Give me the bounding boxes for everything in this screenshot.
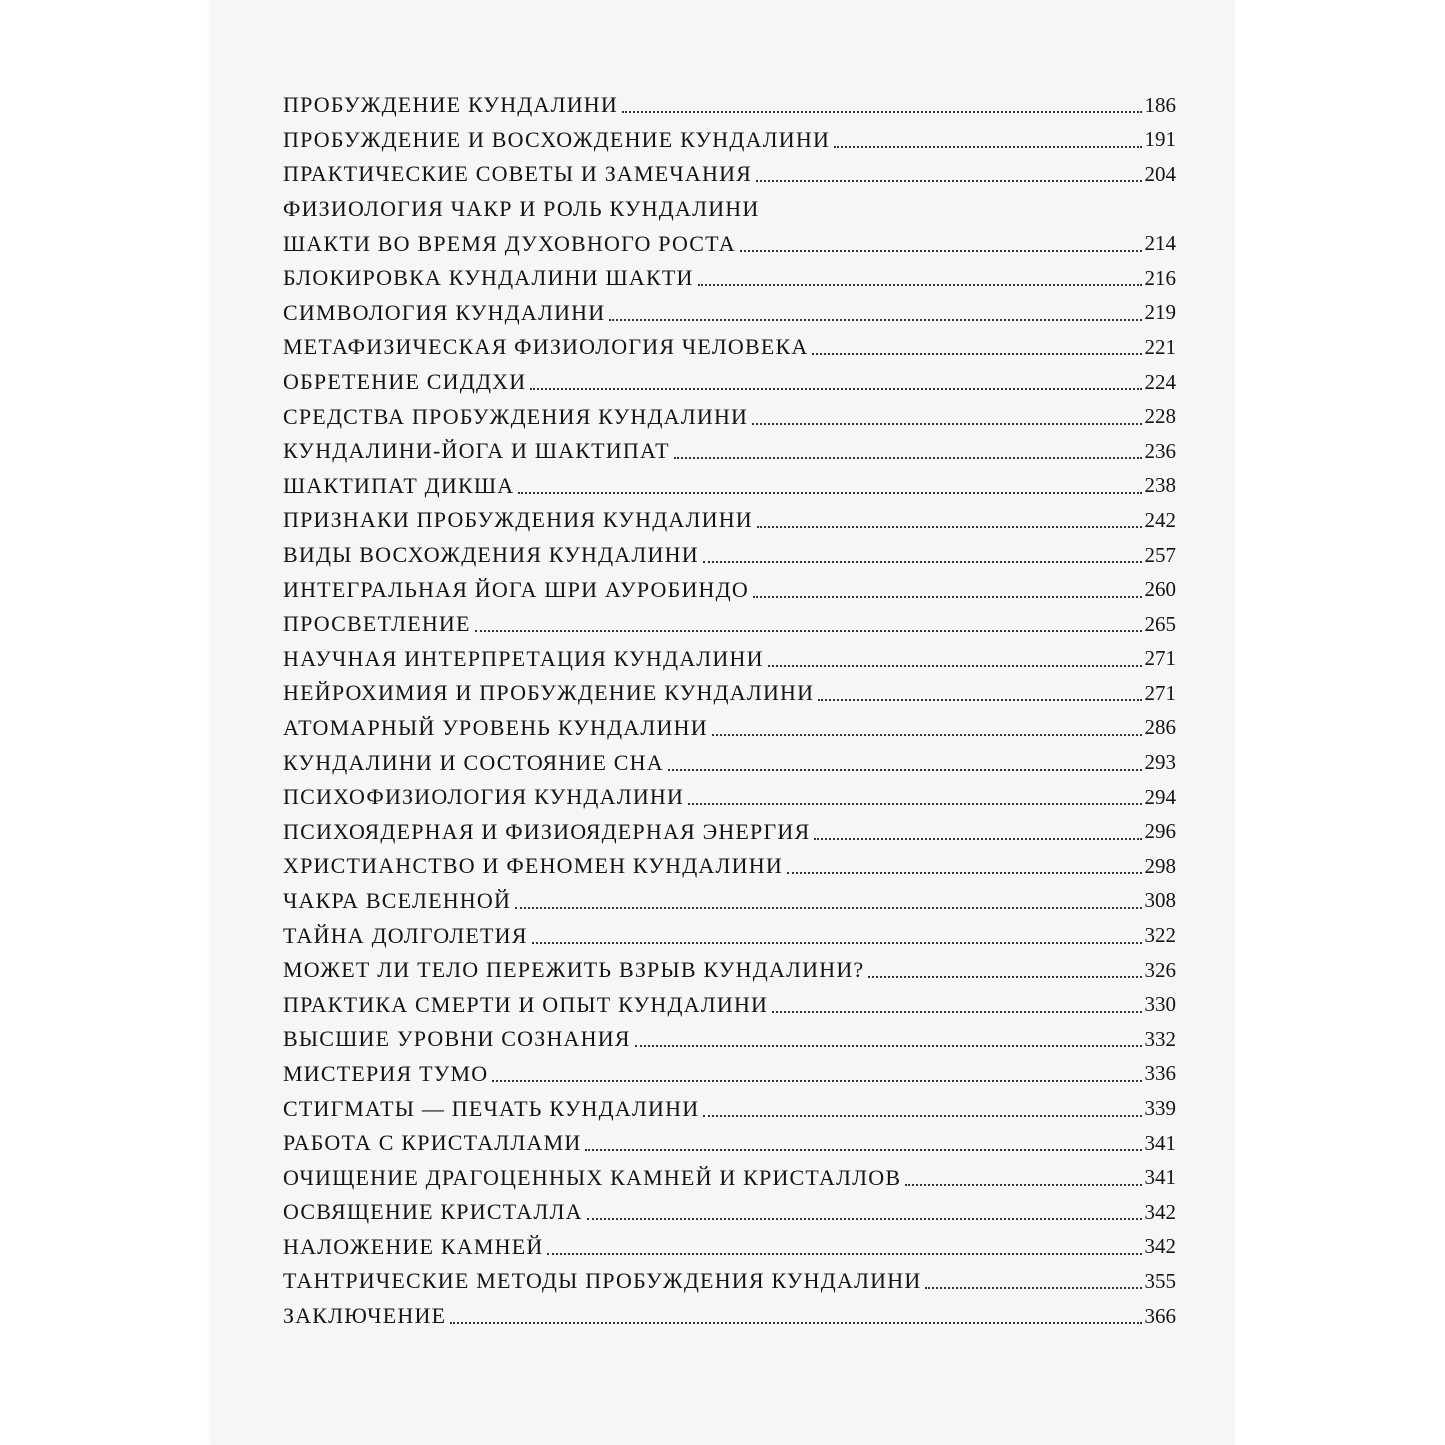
dot-leader (547, 1253, 1141, 1255)
toc-entry-title: ОЧИЩЕНИЕ ДРАГОЦЕННЫХ КАМНЕЙ И КРИСТАЛЛОВ (283, 1164, 902, 1190)
toc-entry-page: 224 (1144, 369, 1176, 394)
toc-entry (283, 192, 1176, 227)
toc-entry-title: ОСВЯЩЕНИЕ КРИСТАЛЛА (283, 1199, 583, 1225)
dot-leader (609, 319, 1141, 321)
dot-leader (768, 665, 1142, 667)
toc-entry-title: ЗАКЛЮЧЕНИЕ (283, 1303, 447, 1329)
dot-leader (703, 1115, 1141, 1117)
toc-entry-page: 228 (1144, 404, 1176, 429)
toc-entry-title: ИНТЕГРАЛЬНАЯ ЙОГА ШРИ АУРОБИНДО (283, 576, 749, 602)
dot-leader (905, 1184, 1141, 1186)
toc-entry-title: ПРИЗНАКИ ПРОБУЖДЕНИЯ КУНДАЛИНИ (283, 507, 753, 533)
toc-entry-page: 221 (1144, 334, 1176, 359)
dot-leader (635, 1045, 1142, 1047)
toc-entry-page: 260 (1144, 577, 1176, 602)
toc-entry-title: ВИДЫ ВОСХОЖДЕНИЯ КУНДАЛИНИ (283, 542, 699, 568)
toc-entry-page: 308 (1144, 888, 1176, 913)
dot-leader (492, 1080, 1141, 1082)
toc-entry (283, 814, 1176, 849)
dot-leader (585, 1149, 1141, 1151)
toc-entry-title: СРЕДСТВА ПРОБУЖДЕНИЯ КУНДАЛИНИ (283, 403, 749, 429)
toc-entry-title: ПРОСВЕТЛЕНИЕ (283, 611, 471, 637)
toc-entry (283, 1091, 1176, 1126)
toc-entry-page: 341 (1144, 1130, 1176, 1155)
toc-entry-page: 216 (1144, 265, 1176, 290)
toc-entry (283, 123, 1176, 158)
toc-entry (283, 642, 1176, 677)
toc-entry-title: ХРИСТИАНСТВО И ФЕНОМЕН КУНДАЛИНИ (283, 853, 783, 879)
toc-entry-page: 298 (1144, 853, 1176, 878)
toc-entry-page: 271 (1144, 680, 1176, 705)
toc-entry (283, 607, 1176, 642)
toc-entry (283, 503, 1176, 538)
toc-entry-title: ТАНТРИЧЕСКИЕ МЕТОДЫ ПРОБУЖДЕНИЯ КУНДАЛИНИ (283, 1268, 922, 1294)
toc-entry-title: ФИЗИОЛОГИЯ ЧАКР И РОЛЬ КУНДАЛИНИ (283, 196, 760, 222)
table-of-contents (283, 88, 1176, 1333)
toc-entry-page: 238 (1144, 473, 1176, 498)
toc-entry (283, 261, 1176, 296)
dot-leader (698, 284, 1142, 286)
toc-entry-page: 236 (1144, 438, 1176, 463)
toc-entry (283, 676, 1176, 711)
toc-entry-page: 326 (1144, 957, 1176, 982)
toc-entry-title: КУНДАЛИНИ-ЙОГА И ШАКТИПАТ (283, 438, 670, 464)
toc-entry (283, 1195, 1176, 1230)
dot-leader (740, 250, 1142, 252)
toc-entry-title: ПРАКТИКА СМЕРТИ И ОПЫТ КУНДАЛИНИ (283, 991, 769, 1017)
toc-entry (283, 434, 1176, 469)
toc-entry (283, 538, 1176, 573)
dot-leader (475, 630, 1142, 632)
dot-leader (772, 1011, 1141, 1013)
toc-entry (283, 1160, 1176, 1195)
toc-entry-page: 214 (1144, 231, 1176, 256)
toc-entry-title: НЕЙРОХИМИЯ И ПРОБУЖДЕНИЕ КУНДАЛИНИ (283, 680, 815, 706)
toc-entry (283, 330, 1176, 365)
toc-entry-title: БЛОКИРОВКА КУНДАЛИНИ ШАКТИ (283, 265, 694, 291)
dot-leader (814, 838, 1141, 840)
toc-entry-page: 355 (1144, 1268, 1176, 1293)
toc-entry (283, 884, 1176, 919)
dot-leader (703, 561, 1142, 563)
toc-entry (283, 1022, 1176, 1057)
dot-leader (688, 803, 1141, 805)
toc-entry (283, 987, 1176, 1022)
toc-entry (283, 953, 1176, 988)
dot-leader (515, 907, 1141, 909)
toc-entry-title: СТИГМАТЫ — ПЕЧАТЬ КУНДАЛИНИ (283, 1095, 700, 1121)
toc-entry-title: РАБОТА С КРИСТАЛЛАМИ (283, 1130, 582, 1156)
toc-entry-title: ОБРЕТЕНИЕ СИДДХИ (283, 369, 527, 395)
toc-entry-page: 191 (1144, 127, 1176, 152)
toc-entry-page: 336 (1144, 1061, 1176, 1086)
dot-leader (450, 1322, 1141, 1324)
dot-leader (587, 1218, 1142, 1220)
toc-entry-page: 330 (1144, 992, 1176, 1017)
toc-entry-title: СИМВОЛОГИЯ КУНДАЛИНИ (283, 299, 606, 325)
toc-entry (283, 399, 1176, 434)
toc-entry (283, 157, 1176, 192)
toc-entry (283, 1126, 1176, 1161)
dot-leader (668, 769, 1142, 771)
toc-entry (283, 469, 1176, 504)
toc-entry-title: ШАКТИПАТ ДИКША (283, 472, 515, 498)
toc-entry (283, 849, 1176, 884)
dot-leader (868, 976, 1141, 978)
toc-entry (283, 1299, 1176, 1334)
toc-entry-title: МОЖЕТ ЛИ ТЕЛО ПЕРЕЖИТЬ ВЗРЫВ КУНДАЛИНИ? (283, 957, 865, 983)
toc-entry-page: 186 (1144, 92, 1176, 117)
toc-entry-title: ШАКТИ ВО ВРЕМЯ ДУХОВНОГО РОСТА (283, 230, 736, 256)
toc-entry (283, 745, 1176, 780)
toc-entry-page: 293 (1144, 750, 1176, 775)
dot-leader (834, 146, 1141, 148)
toc-entry-page: 342 (1144, 1234, 1176, 1259)
dot-leader (518, 492, 1141, 494)
toc-entry-title: ПРОБУЖДЕНИЕ КУНДАЛИНИ (283, 92, 618, 118)
toc-entry (283, 711, 1176, 746)
toc-entry-title: ПРОБУЖДЕНИЕ И ВОСХОЖДЕНИЕ КУНДАЛИНИ (283, 126, 831, 152)
toc-entry-page: 342 (1144, 1199, 1176, 1224)
toc-entry-page: 339 (1144, 1096, 1176, 1121)
toc-entry-title: ВЫСШИЕ УРОВНИ СОЗНАНИЯ (283, 1026, 631, 1052)
toc-entry-title: КУНДАЛИНИ И СОСТОЯНИЕ СНА (283, 749, 664, 775)
toc-entry (283, 1057, 1176, 1092)
toc-entry-title: ТАЙНА ДОЛГОЛЕТИЯ (283, 922, 528, 948)
toc-entry-title: МИСТЕРИЯ ТУМО (283, 1060, 489, 1086)
toc-entry (283, 88, 1176, 123)
toc-entry-page: 286 (1144, 715, 1176, 740)
toc-entry-page: 366 (1144, 1303, 1176, 1328)
toc-entry-title: МЕТАФИЗИЧЕСКАЯ ФИЗИОЛОГИЯ ЧЕЛОВЕКА (283, 334, 809, 360)
toc-entry (283, 365, 1176, 400)
toc-entry-title: ПСИХОФИЗИОЛОГИЯ КУНДАЛИНИ (283, 784, 685, 810)
dot-leader (622, 111, 1142, 113)
toc-entry-page: 341 (1144, 1165, 1176, 1190)
toc-entry-title: ПСИХОЯДЕРНАЯ И ФИЗИОЯДЕРНАЯ ЭНЕРГИЯ (283, 818, 811, 844)
toc-entry (283, 572, 1176, 607)
toc-entry (283, 1264, 1176, 1299)
toc-entry (283, 296, 1176, 331)
toc-entry-page: 204 (1144, 161, 1176, 186)
toc-entry-title: ПРАКТИЧЕСКИЕ СОВЕТЫ И ЗАМЕЧАНИЯ (283, 161, 753, 187)
toc-entry-page: 242 (1144, 507, 1176, 532)
dot-leader (712, 734, 1142, 736)
dot-leader (818, 699, 1141, 701)
dot-leader (787, 872, 1142, 874)
dot-leader (753, 596, 1142, 598)
toc-entry-title: НАУЧНАЯ ИНТЕРПРЕТАЦИЯ КУНДАЛИНИ (283, 645, 764, 671)
toc-entry-page: 257 (1144, 542, 1176, 567)
dot-leader (532, 942, 1142, 944)
toc-entry-title: ЧАКРА ВСЕЛЕННОЙ (283, 887, 512, 913)
toc-entry (283, 780, 1176, 815)
toc-entry-page: 322 (1144, 923, 1176, 948)
dot-leader (752, 423, 1141, 425)
toc-entry-page: 332 (1144, 1026, 1176, 1051)
toc-entry-page: 265 (1144, 611, 1176, 636)
dot-leader (925, 1287, 1141, 1289)
toc-entry (283, 1230, 1176, 1265)
toc-entry-page: 219 (1144, 300, 1176, 325)
toc-entry-title: НАЛОЖЕНИЕ КАМНЕЙ (283, 1233, 544, 1259)
toc-entry-page: 271 (1144, 646, 1176, 671)
toc-entry (283, 918, 1176, 953)
dot-leader (812, 353, 1141, 355)
dot-leader (530, 388, 1141, 390)
toc-entry (283, 226, 1176, 261)
toc-entry-page: 296 (1144, 819, 1176, 844)
dot-leader (674, 457, 1142, 459)
dot-leader (757, 526, 1142, 528)
toc-entry-title: АТОМАРНЫЙ УРОВЕНЬ КУНДАЛИНИ (283, 714, 708, 740)
toc-entry-page: 294 (1144, 784, 1176, 809)
dot-leader (756, 180, 1141, 182)
